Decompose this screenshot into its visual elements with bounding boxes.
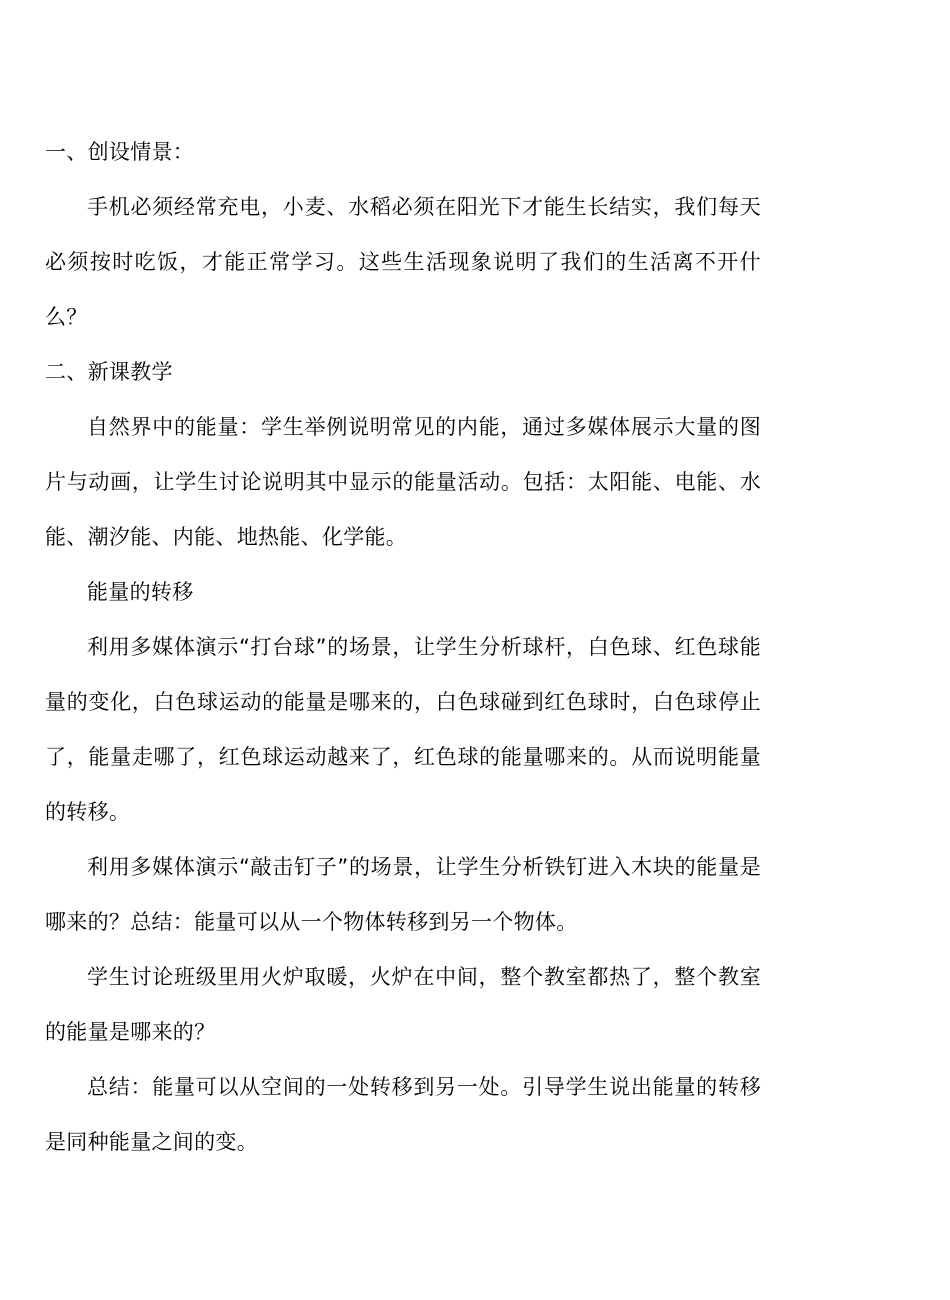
paragraph: 利用多媒体演示“打台球”的场景，让学生分析球杆，白色球、红色球能量的变化，白色球运动的能量是哪来的，白色球碰到红色球时，白色球停止了，能量走哪了，红色球运动越来了，红色球的能量哪来的。从而说明能量的转移。 <box>45 635 761 824</box>
section-create-scenario <box>45 125 761 345</box>
paragraph: 自然界中的能量：学生举例说明常见的内能，通过多媒体展示大量的图片与动画，让学生讨论说明其中显示的能量活动。包括：太阳能、电能、水能、潮汐能、内能、地热能、化学能。 <box>45 415 761 549</box>
paragraph: 学生讨论班级里用火炉取暖，火炉在中间，整个教室都热了，整个教室的能量是哪来的？ <box>45 965 761 1044</box>
subheading-energy-transfer: 能量的转移 <box>87 580 194 604</box>
paragraph: 利用多媒体演示“敲击钉子”的场景，让学生分析铁钉进入木块的能量是哪来的？总结：能量可以从一个物体转移到另一个物体。 <box>45 855 761 934</box>
section-heading: 二、新课教学 <box>45 360 173 384</box>
section-new-lesson <box>45 345 761 1170</box>
paragraph: 总结：能量可以从空间的一处转移到另一处。引导学生说出能量的转移是同种能量之间的变。 <box>45 1075 761 1154</box>
section-heading: 一、创设情景： <box>45 140 195 164</box>
document-page <box>45 125 761 1170</box>
paragraph: 手机必须经常充电，小麦、水稻必须在阳光下才能生长结实，我们每天必须按时吃饭，才能正常学习。这些生活现象说明了我们的生活离不开什么？ <box>45 195 761 329</box>
